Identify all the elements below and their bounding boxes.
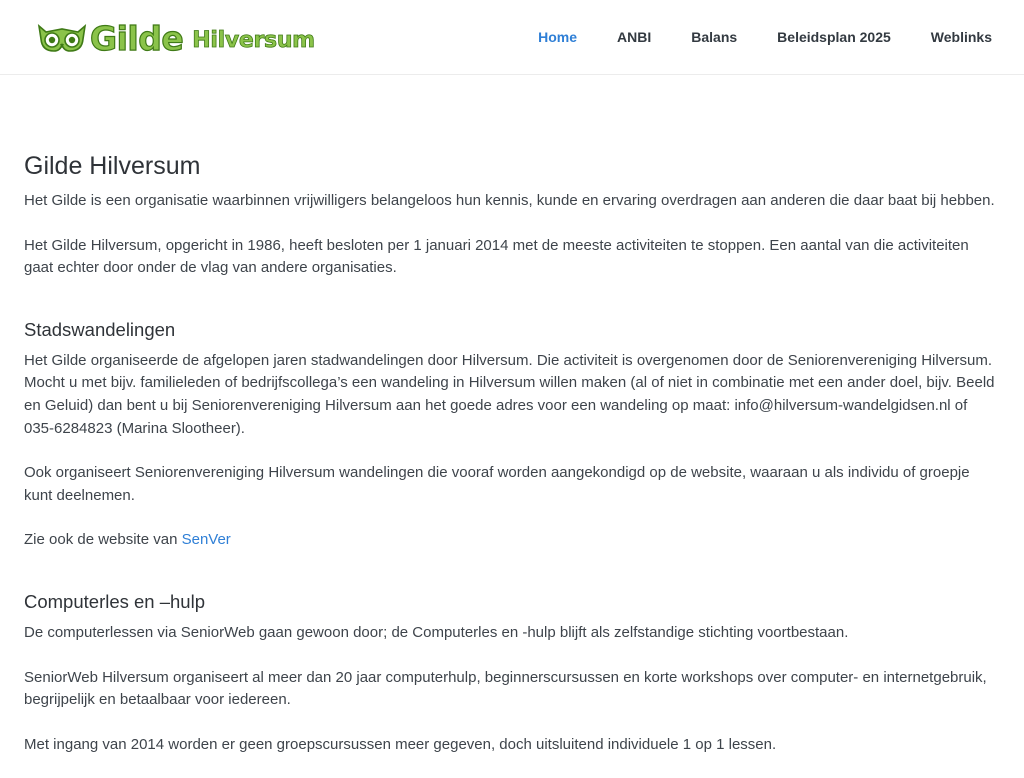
site-header [0,0,1024,75]
nav-item-weblinks[interactable]: Weblinks [930,29,992,45]
page-title: Gilde Hilversum [24,152,201,180]
section-heading-stadswandelingen: Stadswandelingen [24,318,176,340]
nav-item-balans[interactable]: Balans [691,29,738,45]
computer-paragraph-1: De computerlessen via SeniorWeb gaan gewoon door; de Computerles en -hulp blijft als zelfstandige stichting voortbestaan. [24,623,849,641]
nav-item-home[interactable]: Home [538,29,578,45]
owl-logo-icon [36,21,88,55]
nav-item-beleidsplan[interactable]: Beleidsplan 2025 [777,29,891,45]
see-also-text: Zie ook de website van [24,531,182,549]
senver-link[interactable]: SenVer [181,531,231,549]
walks-see-also [24,529,1000,552]
main-navigation [498,28,992,46]
main-content [24,150,1000,778]
logo-wordmark: Gilde [90,18,184,58]
logo-subtitle: Hilversum [192,28,315,53]
intro-paragraph-1: Het Gilde is een organisatie waarbinnen vrijwilligers belangeloos hun kennis, kunde en ervaring overdragen aan anderen die daar baat bij hebben. [24,192,995,209]
section-heading-computerles: Computerles en –hulp [24,590,205,612]
site-logo[interactable] [36,20,326,56]
computer-paragraph-3: Met ingang van 2014 worden er geen groepscursussen meer gegeven, doch uitsluitend individuele 1 op 1 lessen. [24,735,777,753]
walks-paragraph-2: Ook organiseert Seniorenvereniging Hilversum wandelingen die vooraf worden aangekondigd op de website, waaraan u als individu of groepje kunt deelnemen. [24,464,970,504]
nav-item-anbi[interactable]: ANBI [617,29,652,45]
walks-paragraph-1: Het Gilde organiseerde de afgelopen jaren stadwandelingen door Hilversum. Die activiteit is overgenomen door de Seniorenvereniging Hilversum. Mocht u met bijv. familieleden of bedrijfscollega’s een wandeling in Hilversum willen maken (al of niet in combinatie met een ander doel, bijv. Beeld en Geluid) dan bent u bij Seniorenvereniging Hilversum aan het goede adres voor een wandeling op maat: info@hilversum-wandelgidsen.nl of 035-6284823 (Marina Slootheer). [24,351,995,437]
computer-paragraph-2: SeniorWeb Hilversum organiseert al meer dan 20 jaar computerhulp, beginnerscursussen en korte workshops over computer- en internetgebruik, begrijpelijk en betaalbaar voor iedereen. [24,668,987,709]
intro-paragraph-2: Het Gilde Hilversum, opgericht in 1986, heeft besloten per 1 januari 2014 met de meeste activiteiten te stoppen. Een aantal van die activiteiten gaat echter door onder de vlag van andere organisaties. [24,236,969,277]
